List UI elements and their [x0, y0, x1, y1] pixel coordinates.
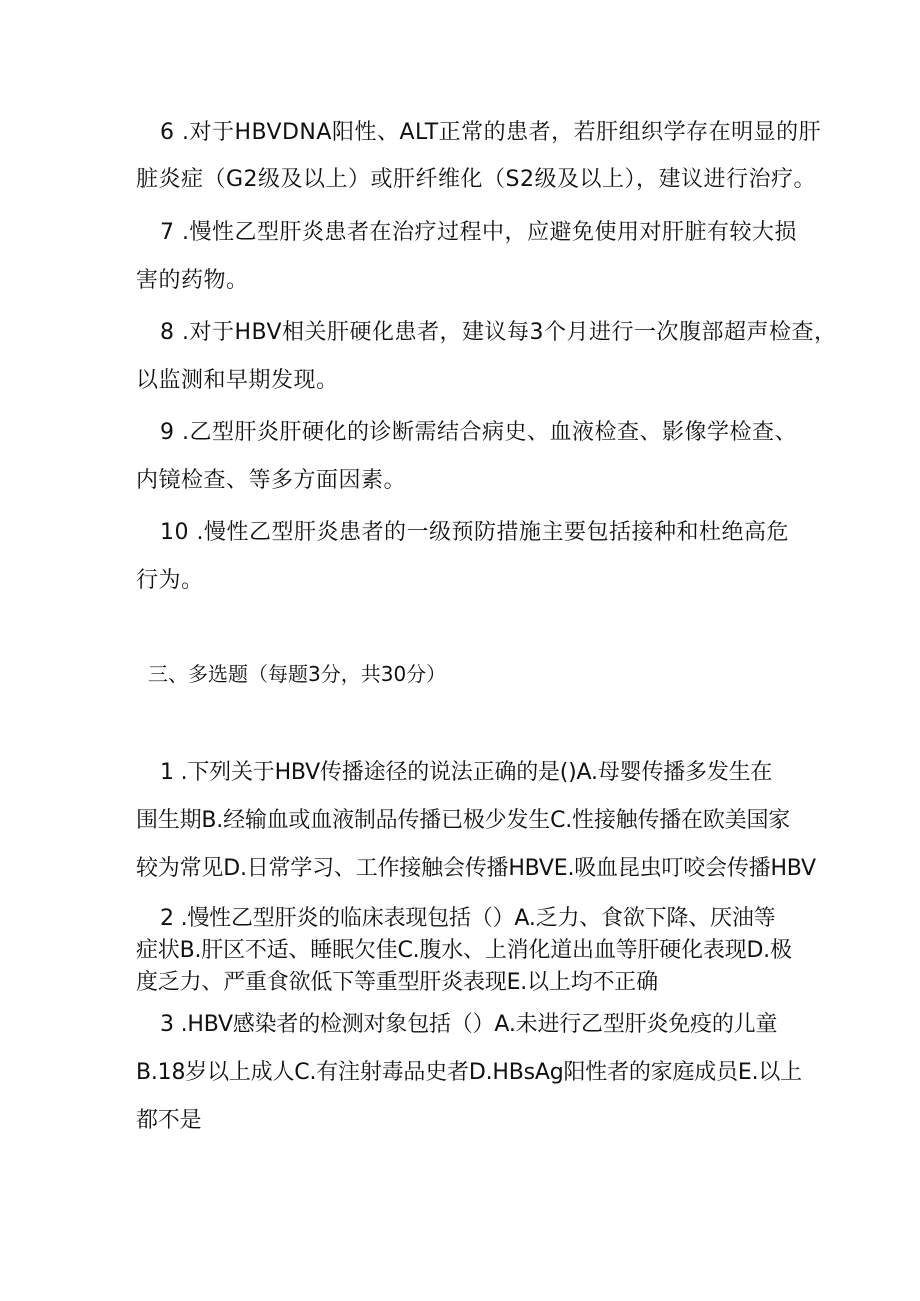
mc-item-2-line-3: 度乏力、严重食欲低下等重型肝炎表现E.以上均不正确: [136, 970, 658, 995]
mc-item-2-line-2: 症状B.肝区不适、睡眠欠佳C.腹水、上消化道出血等肝硬化表现D.极: [136, 938, 792, 963]
tf-item-8-line-1: 8 .对于HBV相关肝硬化患者，建议每3个月进行一次腹部超声检查，: [160, 320, 837, 345]
tf-item-9-line-1: 9 .乙型肝炎肝硬化的诊断需结合病史、血液检查、影像学检查、: [160, 420, 797, 445]
tf-item-7-line-1: 7 .慢性乙型肝炎患者在治疗过程中，应避免使用对肝脏有较大损: [160, 220, 797, 245]
mc-item-1-line-2: 围生期B.经输血或血液制品传播已极少发生C.性接触传播在欧美国家: [136, 808, 791, 833]
mc-item-3-line-1: 3 .HBV感染者的检测对象包括（）A.未进行乙型肝炎免疫的儿童: [160, 1012, 778, 1037]
mc-item-3-line-2: B.18岁以上成人C.有注射毒品史者D.HBsAg阳性者的家庭成员E.以上: [136, 1060, 802, 1085]
section-heading: 三、多选题（每题3分，共30分）: [148, 662, 447, 686]
tf-item-7-line-2: 害的药物。: [136, 268, 249, 293]
tf-item-10-line-1: 10 .慢性乙型肝炎患者的一级预防措施主要包括接种和杜绝高危: [160, 520, 789, 545]
mc-item-2-line-1: 2 .慢性乙型肝炎的临床表现包括（）A.乏力、食欲下降、厌油等: [160, 906, 776, 931]
mc-item-1-line-1: 1 .下列关于HBV传播途径的说法正确的是()A.母婴传播多发生在: [160, 760, 773, 785]
tf-item-9-line-2: 内镜检查、等多方面因素。: [136, 468, 407, 493]
mc-item-3-line-3: 都不是: [136, 1108, 202, 1133]
tf-item-8-line-2: 以监测和早期发现。: [136, 368, 339, 393]
mc-item-1-line-3: 较为常见D.日常学习、工作接触会传播HBVE.吸血昆虫叮咬会传播HBV: [136, 856, 816, 881]
tf-item-6-line-1: 6 .对于HBVDNA阳性、ALT正常的患者，若肝组织学存在明显的肝: [160, 120, 822, 145]
tf-item-6-line-2: 脏炎症（G2级及以上）或肝纤维化（S2级及以上），建议进行治疗。: [136, 167, 817, 192]
tf-item-10-line-2: 行为。: [136, 568, 204, 593]
